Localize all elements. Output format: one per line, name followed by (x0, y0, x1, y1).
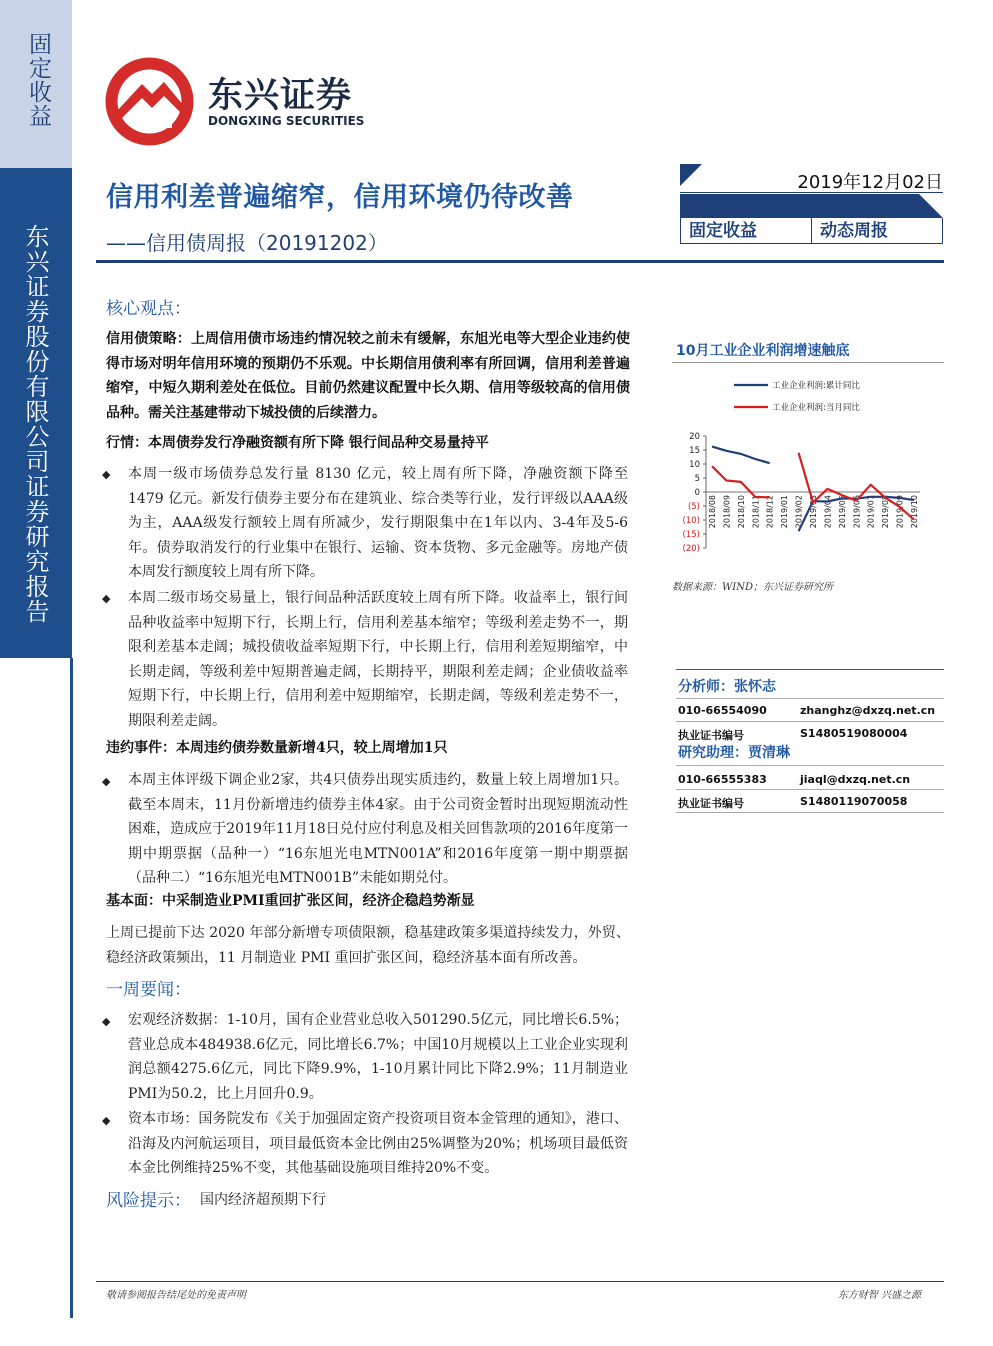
analyst-cert-label: 执业证书编号 (678, 729, 744, 742)
date-corner-mark (680, 164, 702, 186)
fundamental-paragraph: 上周已提前下达 2020 年部分新增专项债限额，稳基建政策多渠道持续发力，外贸、稳经济政策频出，11 月制造业 PMI 重回扩张区间，稳经济基本面有所改善。 (106, 925, 630, 966)
x-tick-label: 2018/10 (736, 495, 746, 529)
analyst-email[interactable]: zhanghz@dxzq.net.cn (800, 704, 936, 717)
y-tick-label: (10) (682, 516, 700, 526)
assistant-contact-row (678, 773, 944, 786)
x-tick-label: 2019/02 (794, 495, 804, 529)
sidebar-category-label: 固定收益 (25, 32, 51, 128)
analyst-heading: 分析师：张怀志 (678, 679, 776, 695)
report-subtitle: ——信用债周报（20191202） (106, 231, 388, 255)
y-tick-label: 0 (694, 488, 700, 498)
news-bullet-1: 宏观经济数据：1-10月，国有企业营业总收入501290.5亿元，同比增长6.5%；营业总成本484938.6亿元，同比增长6.7%；中国10月规模以上工业企业实现利润总额4275.6亿元，同比下降9.9%，1-10月累计同比下降2.9%；11月制造业PMI为50.2，比上月回升0.9。 (128, 1012, 628, 1102)
chart-title-rule (672, 362, 944, 363)
x-tick-label: 2019/01 (780, 495, 790, 529)
y-tick-label: (20) (682, 544, 700, 554)
date-box (680, 164, 943, 193)
analyst-contact-row (678, 704, 944, 717)
report-date: 2019年12月02日 (797, 172, 943, 193)
news-heading: 一周要闻： (106, 980, 191, 1000)
chart-source: 数据来源：WIND；东兴证券研究所 (672, 582, 833, 593)
y-tick-label: 20 (689, 432, 700, 442)
bullet-icon: ◆ (102, 468, 111, 481)
x-tick-label: 2019/07 (866, 495, 876, 529)
analyst-phone: 010-66554090 (678, 704, 767, 717)
x-tick-label: 2018/09 (722, 495, 732, 529)
company-name-cn: 东兴证券 (208, 76, 353, 116)
x-tick-label: 2019/06 (852, 495, 862, 529)
risk-heading: 风险提示： (106, 1191, 191, 1211)
x-tick-label: 2018/08 (708, 495, 717, 529)
analyst-divider (676, 789, 944, 790)
sidebar-company-label: 东兴证券股份有限公司证券研究报告 (21, 224, 49, 624)
analyst-cert-row (678, 727, 944, 743)
analyst-divider (676, 812, 944, 813)
y-tick-label: 5 (694, 474, 700, 484)
analyst-cert: S1480519080004 (800, 727, 908, 740)
legend-label: 工业企业利润:当月同比 (772, 403, 860, 413)
tag-category: 固定收益 (689, 221, 757, 241)
core-heading: 核心观点： (106, 299, 191, 319)
x-tick-label: 2019/09 (895, 495, 905, 529)
assistant-email[interactable]: jiaql@dxzq.net.cn (800, 773, 911, 786)
analyst-rule (676, 669, 944, 670)
y-tick-label: (15) (682, 530, 700, 540)
tag-report-type: 动态周报 (811, 218, 942, 243)
x-tick-label: 2019/10 (910, 495, 919, 529)
market-heading: 行情：本周债券发行净融资额有所下降 银行间品种交易量持平 (106, 435, 489, 451)
strategy-paragraph (106, 327, 630, 425)
strategy-label: 信用债策略： (106, 331, 191, 347)
report-title: 信用利差普遍缩窄，信用环境仍待改善 (106, 182, 574, 213)
header-rule (96, 260, 944, 263)
series-line-cumulative (712, 447, 770, 464)
analyst-divider (676, 721, 944, 722)
x-tick-label: 2019/03 (809, 495, 818, 529)
analyst-divider (676, 698, 944, 699)
sidebar-main-band (0, 168, 72, 658)
x-tick-label: 2019/08 (881, 495, 891, 529)
bullet-icon: ◆ (102, 592, 111, 605)
tag-corner-mark (919, 194, 943, 218)
x-tick-label: 2018/11 (751, 495, 761, 529)
market-bullet-2: 本周二级市场交易量上，银行间品种活跃度较上周有所下降。收益率上，银行间品种收益率中短期下行，长期上行，信用利差基本缩窄；等级利差走势不一，期限利差基本走阔；城投债收益率短期下行，中长期上行，信用利差短期缩窄，中长期走阔，等级利差中短期普遍走阔，长期持平，期限利差走阔；企业债收益率短期下行，中长期上行，信用利差中短期缩窄，长期走阔，等级利差走势不一，期限利差走阔。 (128, 590, 628, 729)
legend-label: 工业企业利润:累计同比 (772, 381, 860, 391)
assistant-cert-label: 执业证书编号 (678, 797, 744, 810)
news-bullet-2: 资本市场：国务院发布《关于加强固定资产投资项目资本金管理的通知》，港口、沿海及内河航运项目，项目最低资本金比例由25%调整为20%；机场项目最低资本金比例维持25%不变，其他基础设施项目维持20%不变。 (128, 1111, 628, 1176)
assistant-cert: S1480119070058 (800, 795, 908, 808)
profit-growth-chart (672, 370, 944, 570)
risk-text: 国内经济超预期下行 (200, 1192, 326, 1208)
assistant-phone: 010-66555383 (678, 773, 767, 786)
x-tick-label: 2018/12 (765, 495, 775, 529)
market-bullet-1: 本周一级市场债券总发行量 8130 亿元，较上周有所下降，净融资额下降至 1479 亿元。新发行债券主要分布在建筑业、综合类等行业，发行评级以AAA级为主，AAA级发行额较上周有所减少，发行期限集中在1年以内、3-4年及5-6年。债券取消发行的行业集中在银行、运输、资本货物、多元金融等。房地产债本周发行额度较上周有所下降。 (128, 466, 628, 580)
sidebar-top-band (0, 0, 72, 168)
x-tick-label: 2019/04 (823, 495, 833, 529)
x-tick-label: 2019/05 (837, 495, 847, 529)
default-heading: 违约事件：本周违约债券数量新增4只，较上周增加1只 (106, 740, 448, 756)
default-bullet: 本周主体评级下调企业2家，共4只债券出现实质违约，数量上较上周增加1只。截至本周末，11月份新增违约债券主体4家。由于公司资金暂时出现短期流动性困难，造成应于2019年11月18日兑付应付利息及相关回售款项的2016年度第一期中期票据（品种一）“16东旭光电MTN001A”和2016年度第一期中期票据（品种二）“16东旭光电MTN001B”未能如期兑付。 (128, 772, 628, 886)
y-tick-label: 10 (689, 460, 700, 470)
assistant-cert-row (678, 795, 944, 811)
footer-rule (96, 1281, 944, 1282)
footer-disclaimer: 敬请参阅报告结尾处的免责声明 (106, 1290, 246, 1301)
bullet-icon: ◆ (102, 1114, 111, 1127)
assistant-heading: 研究助理：贾清琳 (678, 745, 790, 761)
series-line-monthly (712, 466, 770, 497)
y-tick-label: 15 (689, 446, 700, 456)
bullet-icon: ◆ (102, 1015, 111, 1028)
fundamental-heading: 基本面：中采制造业PMI重回扩张区间，经济企稳趋势渐显 (106, 893, 475, 909)
y-tick-label: (5) (687, 502, 700, 512)
footer-slogan: 东方财智 兴盛之源 (837, 1290, 921, 1301)
bullet-icon: ◆ (102, 775, 111, 788)
analyst-divider (676, 765, 944, 766)
company-name-en: DONGXING SECURITIES (208, 114, 365, 128)
tag-band (680, 194, 943, 218)
company-logo (102, 54, 197, 149)
tag-row (680, 218, 943, 244)
strategy-text: 上周信用债市场违约情况较之前未有缓解，东旭光电等大型企业违约使得市场对明年信用环境的预期仍不乐观。中长期信用债利率有所回调，信用利差普遍缩窄，中短久期利差处在低位。目前仍然建议配置中长久期、信用等级较高的信用债品种。需关注基建带动下城投债的后续潜力。 (106, 331, 630, 421)
sidebar-thin-rule (70, 658, 73, 1318)
chart-title: 10月工业企业利润增速触底 (676, 343, 850, 359)
